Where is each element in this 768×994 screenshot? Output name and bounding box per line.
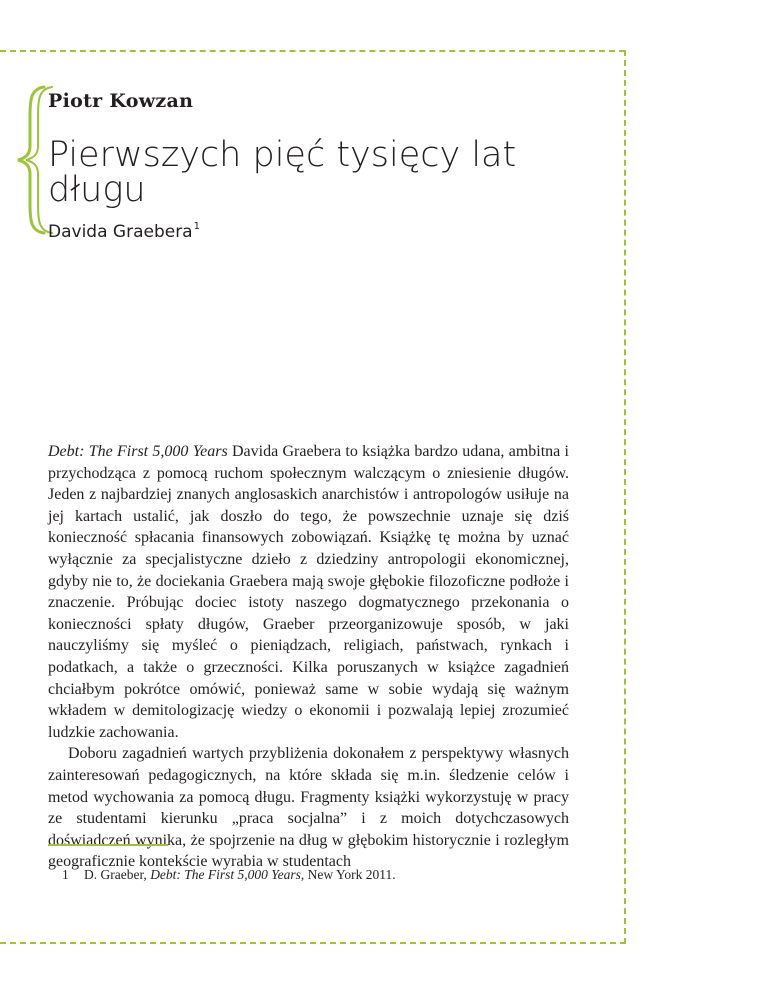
article-subtitle [48, 221, 200, 242]
subtitle-text: Davida Graebera [48, 222, 193, 242]
footnote-number: 1 [62, 867, 69, 882]
footnote-rule [48, 844, 168, 846]
frame-top-border [0, 50, 625, 52]
body-paragraph-1 [48, 441, 569, 743]
footnote [62, 867, 396, 883]
article-body [48, 441, 569, 873]
footnote-text-after: , New York 2011. [300, 867, 396, 882]
frame-right-border [624, 50, 626, 944]
footnote-ref: 1 [193, 221, 200, 232]
body-paragraph-1-text: Davida Graebera to książka bardzo udana, ambitna i przychodząca z pomocą ruchom społecznym walczącym o zniesienie długów. Jeden z najbardziej znanych anglosaskich anarchistów i antropologów usiłuje na jej kartach ustalić, jak doszło do tego, że powszechnie uznaje się dziś konieczność spłacania finansowych zobowiązań. Książkę tę można by uznać wyłącznie za specjalistyczne dzieło z dziedziny antropologii ekonomicznej, gdyby nie to, że dociekania Graebera mają swoje głębokie filozoficzne podłoże i znaczenie. Próbując dociec istoty naszego dogmatycznego przekonania o konieczności spłaty długów, Graeber przeorganizowuje sposób, w jaki nauczyliśmy się myśleć o pieniądzach, religiach, państwach, rynkach i podatkach, a także o grzeczności. Kilka poruszanych w książce zagadnień chciałbym pokrótce omówić, ponieważ same w sobie wydają się ważnym wkładem w demitologizację wiedzy o ekonomii i pozwalają lepiej zrozumieć ludzkie zachowania. [48, 443, 569, 741]
footnote-text-before: D. Graeber, [84, 867, 151, 882]
body-paragraph-2: Doboru zagadnień wartych przybliżenia dokonałem z perspektywy własnych zainteresowań pedagogicznych, na które składa się m.in. śledzenie celów i metod wychowania za pomocą długu. Fragmenty książki wykorzystuję w pracy ze studentami kierunku „praca socjalna” i z moich dotychczasowych doświadczeń wynika, że spojrzenie na dług w głębokim historycznie i rozległym geograficznie kontekście wyrabia w studentach [48, 745, 569, 871]
article-title: Pierwszych pięć tysięcy lat długu [48, 135, 517, 210]
footnote-italic-title: Debt: The First 5,000 Years [150, 867, 301, 882]
frame-bottom-border [0, 942, 626, 944]
book-title-italic: Debt: The First 5,000 Years [48, 443, 228, 460]
author-name: Piotr Kowzan [48, 90, 194, 112]
